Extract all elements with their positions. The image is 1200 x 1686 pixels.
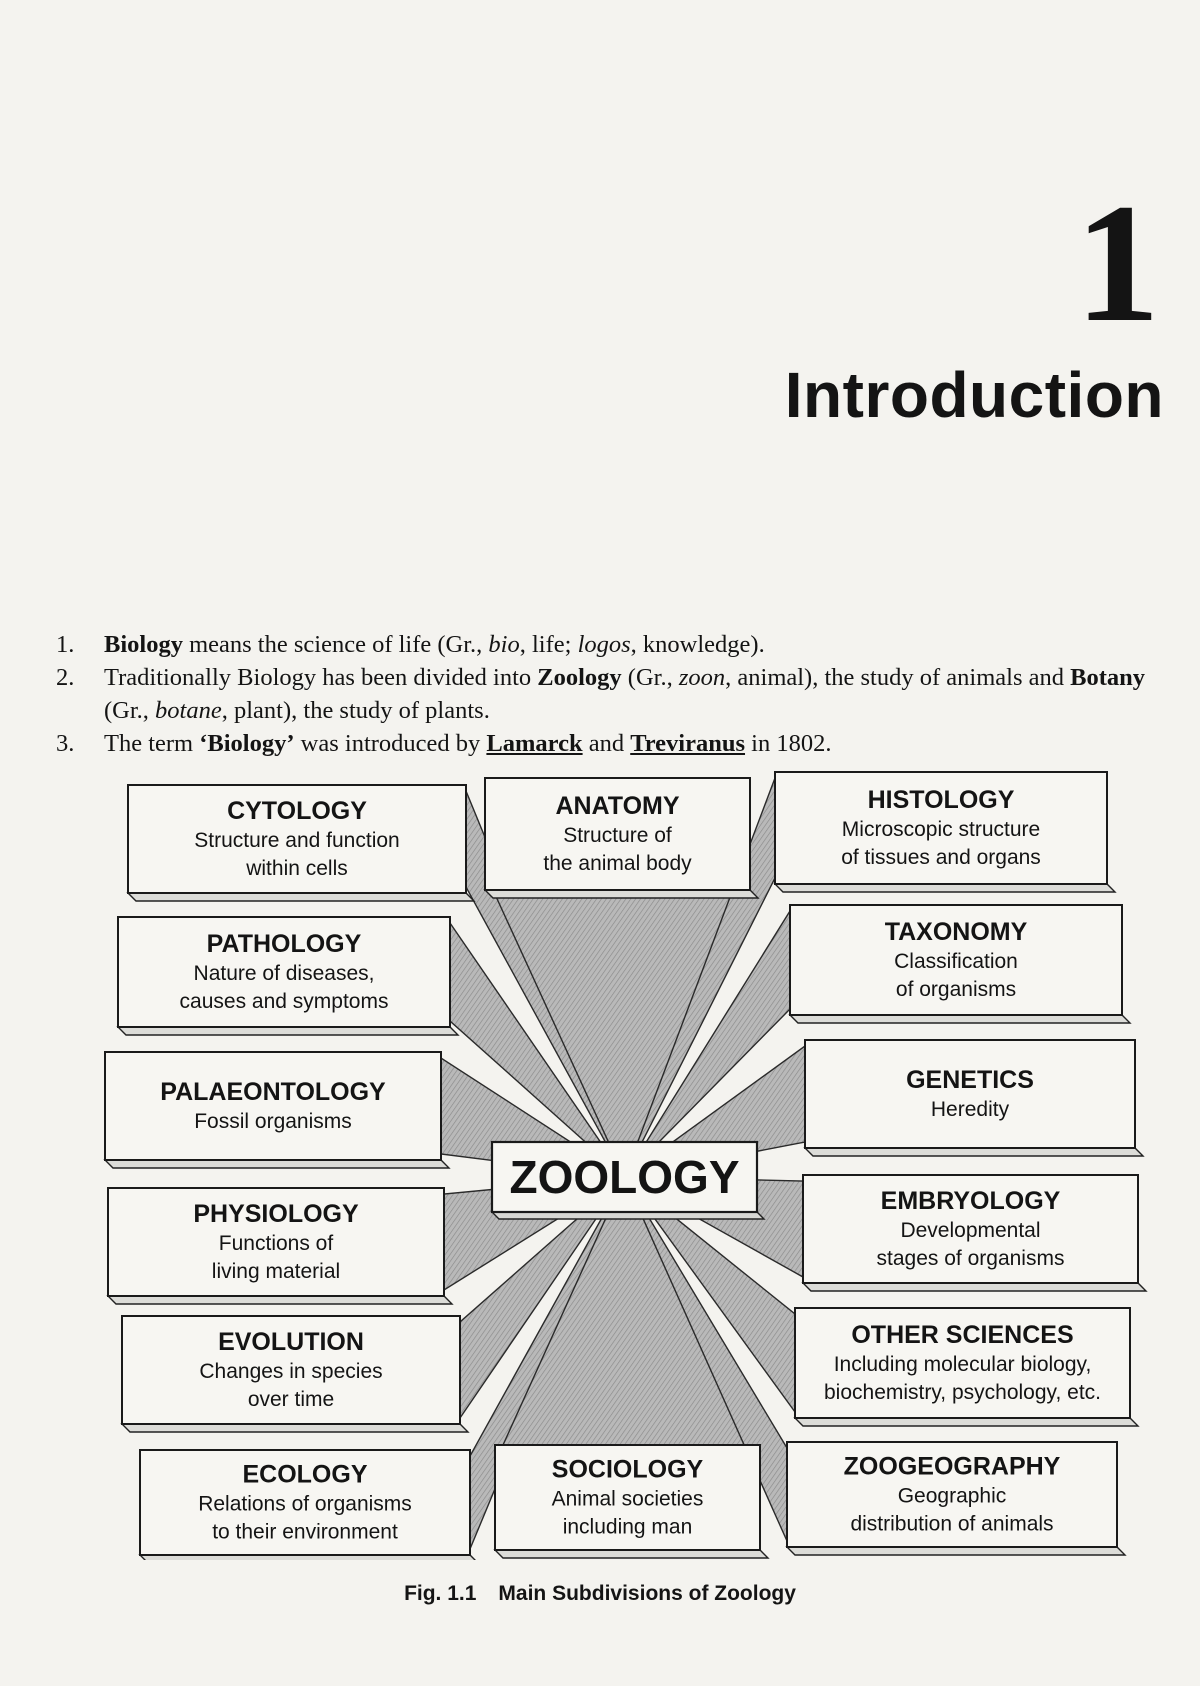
cytology-box (128, 785, 474, 901)
anatomy-description-line: the animal body (543, 852, 692, 875)
anatomy-box (485, 778, 758, 898)
point-text-run: in 1802. (745, 730, 832, 757)
palaeontology-box (105, 1052, 449, 1168)
physiology-box-edge (108, 1296, 452, 1304)
point-text-run: , life; (519, 631, 578, 658)
point-text-run: Traditionally Biology has been divided into (104, 664, 538, 691)
emphasized-term: Biology (104, 631, 183, 658)
evolution-description-line: Changes in species (199, 1360, 383, 1383)
emphasized-term: zoon (678, 664, 726, 691)
zoology-center-label: ZOOLOGY (509, 1151, 740, 1203)
emphasized-term: botane (155, 697, 222, 724)
embryology-box (803, 1175, 1146, 1291)
physiology-description-line: living material (211, 1260, 341, 1283)
embryology-description-line: Developmental (900, 1219, 1041, 1242)
zoogeography-description-line: distribution of animals (850, 1512, 1054, 1536)
zoogeography-title: ZOOGEOGRAPHY (843, 1452, 1061, 1481)
other-sciences-description-line: biochemistry, psychology, etc. (824, 1381, 1101, 1404)
histology-description-line: Microscopic structure (841, 818, 1041, 841)
point-text-run: , plant), the study of plants. (221, 697, 490, 724)
point-text (104, 727, 1176, 760)
pathology-description-line: Nature of diseases, (193, 962, 375, 985)
embryology-title: EMBRYOLOGY (880, 1187, 1061, 1215)
sociology-title: SOCIOLOGY (551, 1455, 704, 1484)
ecology-description-line: Relations of organisms (198, 1492, 412, 1516)
other-sciences-box (795, 1308, 1138, 1426)
point-text (104, 661, 1176, 727)
intro-points-list (56, 628, 1176, 760)
genetics-description-line: Heredity (930, 1098, 1010, 1121)
sociology-description-line: Animal societies (551, 1487, 704, 1511)
evolution-box-edge (122, 1424, 468, 1432)
point-1 (56, 628, 1176, 661)
genetics-title: GENETICS (906, 1066, 1034, 1094)
chapter-number: 1 (1075, 169, 1160, 357)
embryology-box-edge (803, 1283, 1146, 1291)
taxonomy-description-line: Classification (894, 950, 1018, 973)
point-text-run: means the science of life (Gr., (182, 631, 489, 658)
taxonomy-box-edge (790, 1015, 1130, 1023)
sociology-description-line: including man (562, 1515, 693, 1539)
pathology-box-edge (118, 1027, 458, 1035)
point-text-run: The term (104, 730, 200, 757)
anatomy-description-line: Structure of (563, 824, 672, 847)
point-number: 1. (56, 631, 75, 658)
histology-title: HISTOLOGY (867, 786, 1015, 814)
zoology-center-box (492, 1142, 764, 1219)
evolution-description-line: over time (247, 1388, 335, 1411)
ecology-title: ECOLOGY (242, 1460, 368, 1489)
chapter-title: Introduction (784, 359, 1164, 431)
emphasized-term: Lamarck (486, 730, 583, 757)
physiology-title: PHYSIOLOGY (193, 1200, 359, 1228)
cytology-box-edge (128, 893, 474, 901)
emphasized-term: logos (577, 631, 631, 658)
zoogeography-box (787, 1442, 1125, 1555)
histology-box (775, 772, 1115, 892)
anatomy-title: ANATOMY (555, 792, 680, 820)
cytology-description-line: Structure and function (194, 829, 400, 852)
genetics-box-edge (805, 1148, 1143, 1156)
pathology-box (118, 917, 458, 1035)
zoology-subdivisions-diagram (0, 760, 1200, 1560)
emphasized-term: Zoology (537, 664, 622, 691)
cytology-title: CYTOLOGY (227, 797, 367, 825)
emphasized-term: bio (488, 631, 520, 658)
emphasized-term: Treviranus (630, 730, 746, 757)
zoogeography-description-line: Geographic (897, 1484, 1007, 1508)
figure-number: Fig. 1.1 (404, 1582, 477, 1605)
genetics-box-face (805, 1040, 1135, 1148)
physiology-description-line: Functions of (218, 1232, 334, 1255)
histology-box-edge (775, 884, 1115, 892)
emphasized-term: ‘Biology’ (199, 730, 295, 757)
point-text-run: was introduced by (294, 730, 487, 757)
palaeontology-box-edge (105, 1160, 449, 1168)
histology-description-line: of tissues and organs (841, 846, 1041, 869)
sociology-box-edge (495, 1550, 768, 1558)
taxonomy-description-line: of organisms (895, 978, 1017, 1001)
point-text-run: , knowledge). (630, 631, 765, 658)
anatomy-box-edge (485, 890, 758, 898)
cytology-description-line: within cells (246, 857, 348, 880)
ecology-description-line: to their environment (212, 1520, 398, 1544)
physiology-box (108, 1188, 452, 1304)
embryology-description-line: stages of organisms (876, 1247, 1065, 1270)
figure-caption (0, 1582, 1200, 1606)
figure-caption-text: Main Subdivisions of Zoology (498, 1582, 796, 1605)
point-text-run: , animal), the study of animals and (725, 664, 1071, 691)
other-sciences-description-line: Including molecular biology, (833, 1353, 1092, 1376)
taxonomy-box (790, 905, 1130, 1023)
point-3 (56, 727, 1176, 760)
palaeontology-description-line: Fossil organisms (194, 1110, 352, 1133)
ecology-box (140, 1450, 478, 1560)
taxonomy-title: TAXONOMY (884, 918, 1028, 946)
evolution-box (122, 1316, 468, 1432)
pathology-title: PATHOLOGY (206, 930, 362, 958)
point-number: 3. (56, 730, 75, 757)
zoogeography-box-edge (787, 1547, 1125, 1555)
palaeontology-title: PALAEONTOLOGY (160, 1078, 386, 1106)
point-2 (56, 661, 1176, 727)
point-text-run: (Gr., (621, 664, 679, 691)
point-text (104, 628, 1176, 661)
other-sciences-title: OTHER SCIENCES (851, 1321, 1074, 1349)
evolution-title: EVOLUTION (218, 1328, 364, 1356)
palaeontology-box-face (105, 1052, 441, 1160)
point-text-run: and (582, 730, 631, 757)
pathology-description-line: causes and symptoms (179, 990, 389, 1013)
emphasized-term: Botany (1070, 664, 1145, 691)
point-text-run: (Gr., (104, 697, 156, 724)
other-sciences-box-edge (795, 1418, 1138, 1426)
point-number: 2. (56, 664, 75, 691)
sociology-box (495, 1445, 768, 1558)
genetics-box (805, 1040, 1143, 1156)
